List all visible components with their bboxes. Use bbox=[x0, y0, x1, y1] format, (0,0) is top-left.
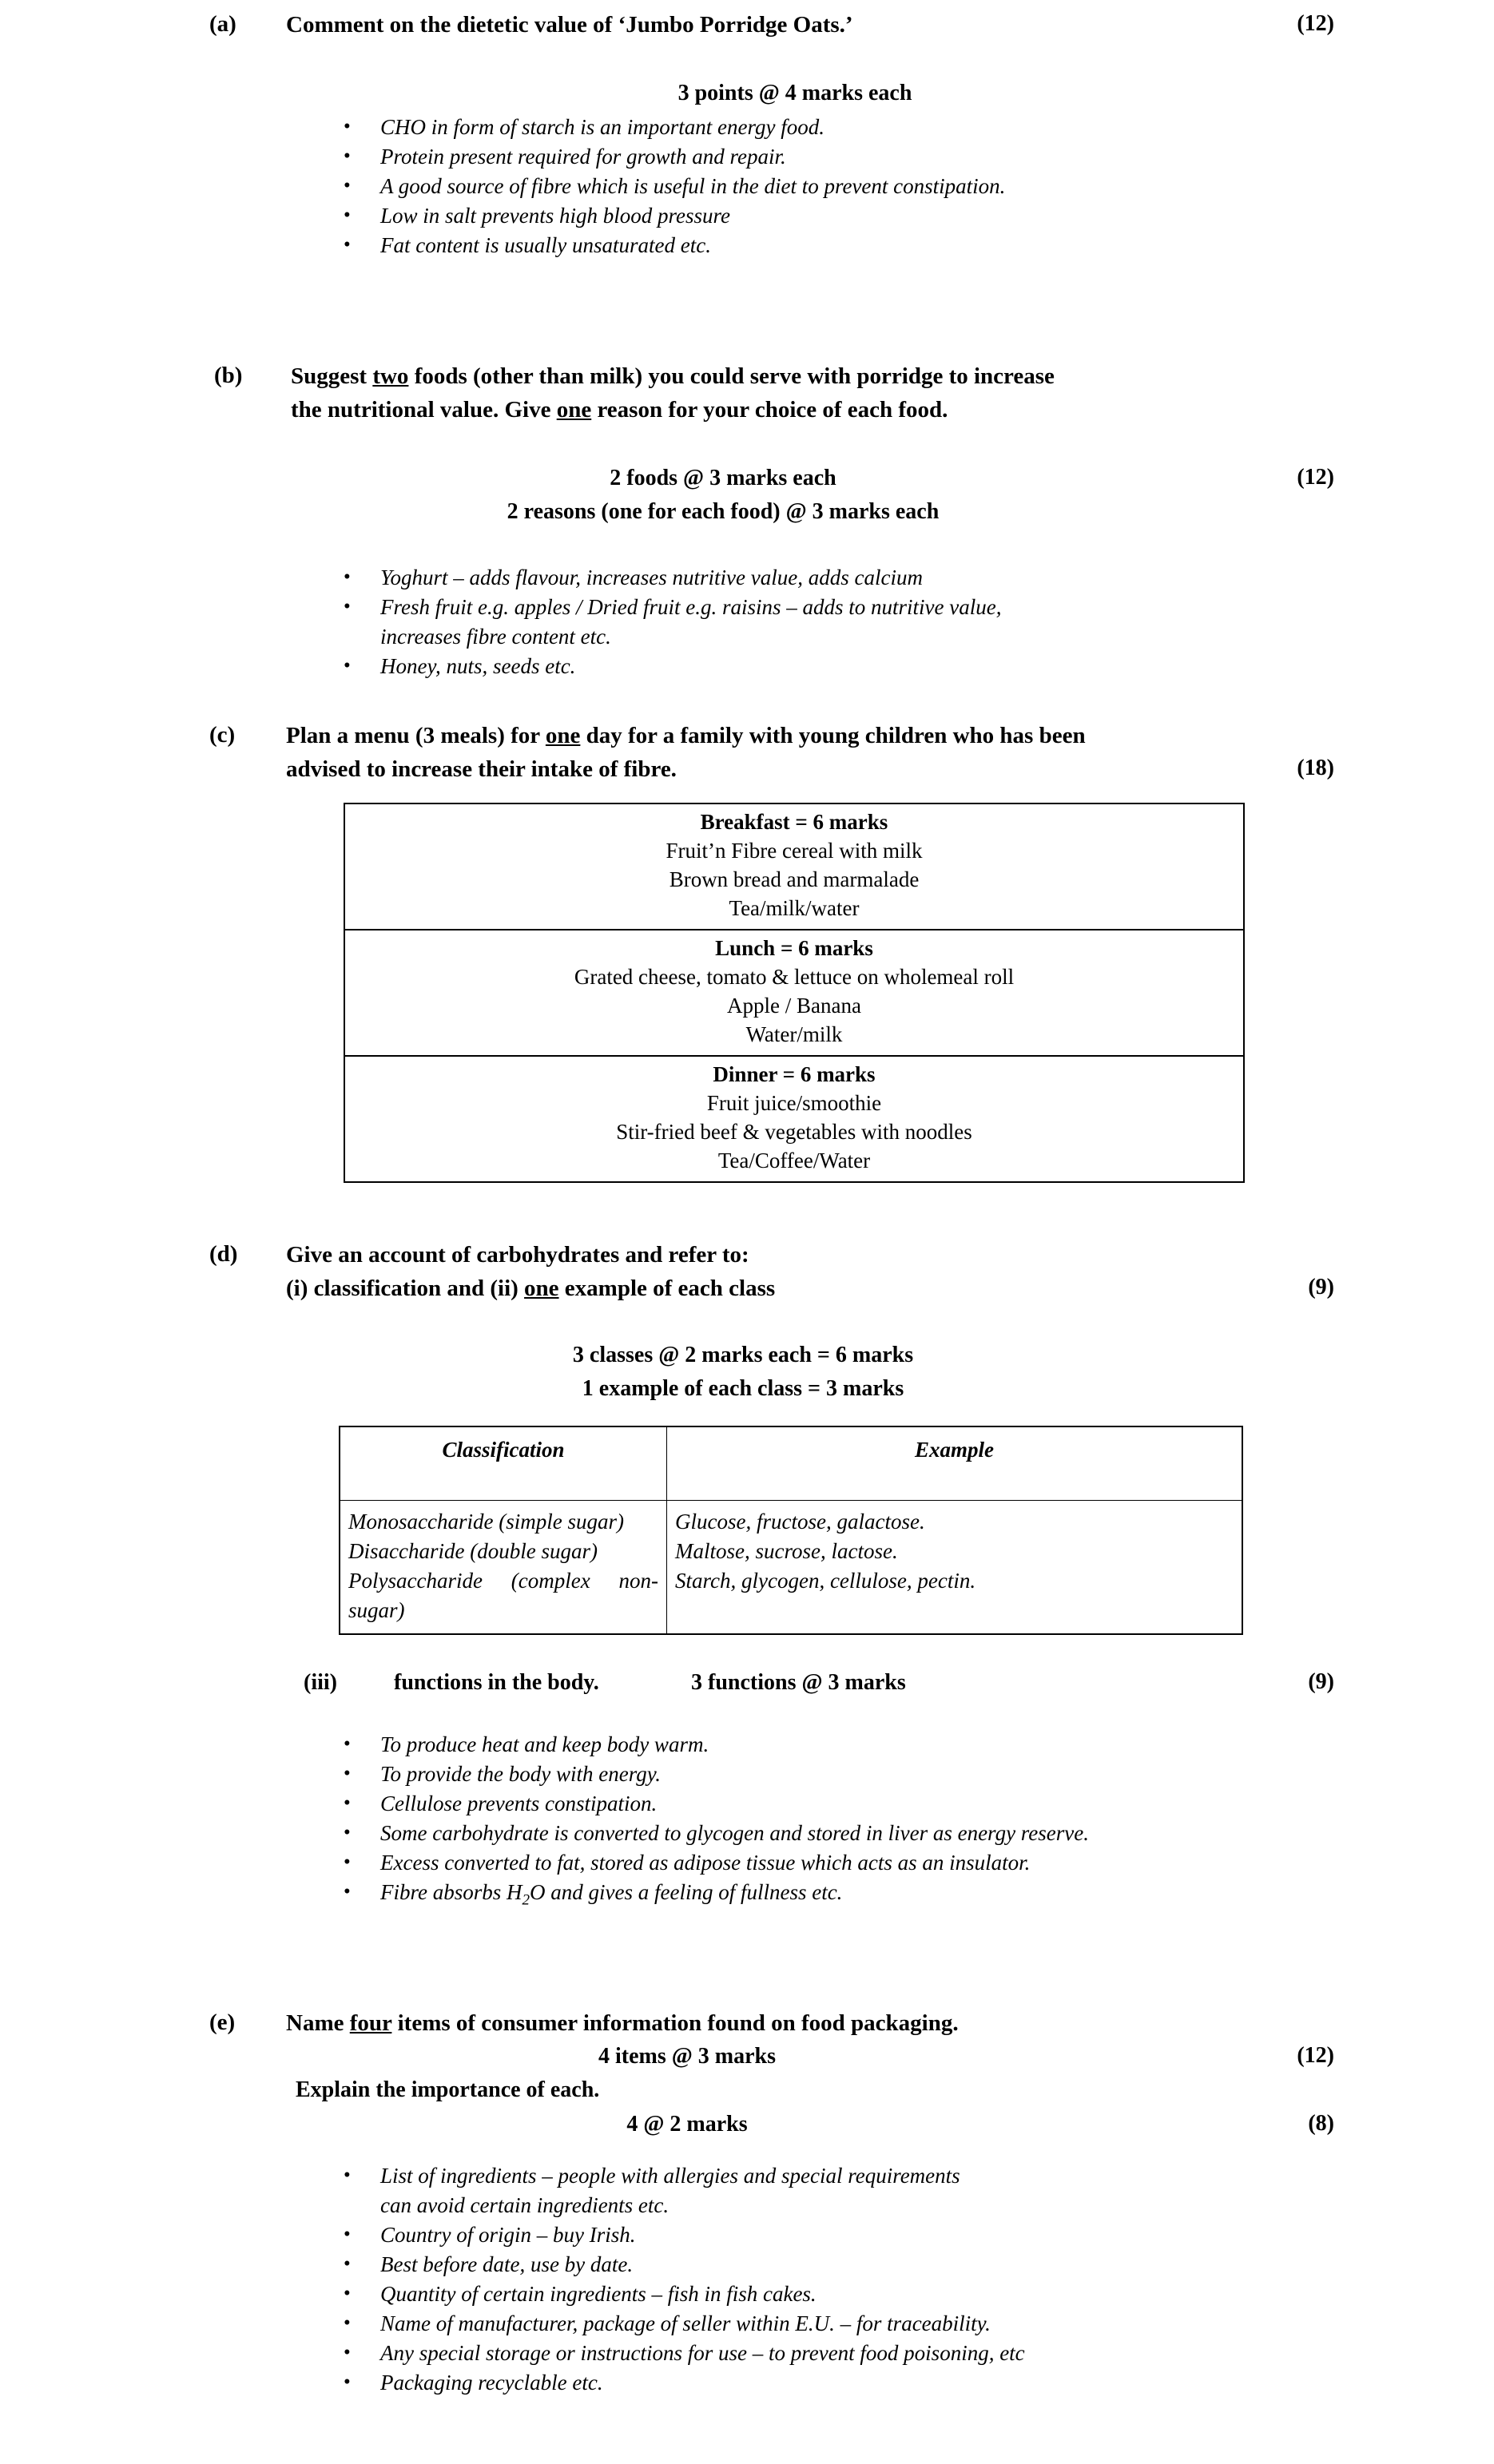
question-b-scheme-line1: 2 foods @ 3 marks each bbox=[610, 466, 836, 490]
column-header-classification: Classification bbox=[340, 1426, 667, 1501]
question-e-scheme-line2: 4 @ 2 marks bbox=[626, 2112, 748, 2137]
menu-cell-breakfast bbox=[344, 803, 1244, 930]
list-item-continuation: can avoid certain ingredients etc. bbox=[380, 2193, 670, 2217]
example-row-3: Starch, glycogen, cellulose, pectin. bbox=[675, 1569, 976, 1593]
question-e-marks-1: (12) bbox=[1297, 2043, 1334, 2068]
question-d-line1: Give an account of carbohydrates and refer to: bbox=[286, 1242, 749, 1268]
list-item: • Any special storage or instructions for use – to prevent food poisoning, etc bbox=[339, 2339, 1401, 2368]
meal-line: Fruit juice/smoothie bbox=[706, 1091, 882, 1115]
list-item: • CHO in form of starch is an important energy food. bbox=[339, 113, 1377, 142]
list-item-continuation: increases fibre content etc. bbox=[380, 625, 611, 649]
question-b-label: (b) bbox=[214, 363, 243, 388]
question-c-marks: (18) bbox=[1297, 756, 1334, 780]
question-c-label: (c) bbox=[209, 722, 236, 748]
menu-cell-lunch bbox=[344, 930, 1244, 1056]
question-d-line2: (i) classification and (ii) one example of each class bbox=[286, 1276, 776, 1301]
question-d-heading bbox=[209, 1238, 1272, 1305]
question-b-heading bbox=[214, 359, 1269, 427]
example-row-2: Maltose, sucrose, lactose. bbox=[675, 1539, 898, 1563]
question-a-text: Comment on the dietetic value of ‘Jumbo Porridge Oats.’ bbox=[286, 12, 853, 38]
list-item: • Packaging recyclable etc. bbox=[339, 2368, 1401, 2398]
question-e-scheme-line1: 4 items @ 3 marks bbox=[598, 2044, 777, 2069]
question-iii-scheme: 3 functions @ 3 marks bbox=[691, 1670, 906, 1695]
question-d-scheme-line2: 1 example of each class = 3 marks bbox=[582, 1376, 904, 1401]
list-item: • To produce heat and keep body warm. bbox=[339, 1730, 1401, 1760]
list-item: • Protein present required for growth and repair. bbox=[339, 142, 1377, 172]
meal-title: Lunch = 6 marks bbox=[715, 936, 873, 960]
list-item: • Yoghurt – adds flavour, increases nutritive value, adds calcium bbox=[339, 563, 1377, 593]
question-e-line2: Explain the importance of each. bbox=[296, 2077, 600, 2102]
table-row bbox=[344, 803, 1244, 930]
classification-row-1: Monosaccharide (simple sugar) bbox=[348, 1510, 624, 1534]
meal-line: Fruit’n Fibre cereal with milk bbox=[666, 839, 923, 863]
menu-plan-table bbox=[344, 803, 1245, 1183]
question-c-text bbox=[286, 719, 1086, 786]
meal-line: Tea/Coffee/Water bbox=[717, 1149, 871, 1172]
list-item: • Some carbohydrate is converted to glycogen and stored in liver as energy reserve. bbox=[339, 1819, 1401, 1848]
carbohydrate-classification-table bbox=[339, 1426, 1243, 1635]
question-d-text bbox=[286, 1238, 775, 1305]
list-item: • A good source of fibre which is useful in the diet to prevent constipation. bbox=[339, 172, 1377, 201]
question-iii-text: functions in the body. bbox=[394, 1670, 599, 1695]
table-row bbox=[340, 1501, 1242, 1635]
meal-title: Breakfast = 6 marks bbox=[700, 810, 888, 834]
classification-row-2: Disaccharide (double sugar) bbox=[348, 1539, 598, 1563]
list-item: • Excess converted to fat, stored as adipose tissue which acts as an insulator. bbox=[339, 1848, 1401, 1878]
list-item: • List of ingredients – people with allergies and special requirements bbox=[339, 2161, 1401, 2191]
meal-line: Water/milk bbox=[745, 1022, 843, 1046]
classification-row-3: Polysaccharide (complex non-sugar) bbox=[348, 1569, 658, 1622]
question-c-line2: advised to increase their intake of fibre. bbox=[286, 756, 677, 782]
question-e-marks-2: (8) bbox=[1308, 2111, 1334, 2136]
question-e-bullets bbox=[339, 2161, 1401, 2398]
meal-line: Apple / Banana bbox=[727, 994, 861, 1018]
menu-cell-dinner bbox=[344, 1056, 1244, 1182]
question-iii-label: (iii) bbox=[304, 1670, 337, 1695]
list-item: • Fat content is usually unsaturated etc. bbox=[339, 231, 1377, 260]
question-d-label: (d) bbox=[209, 1241, 238, 1267]
list-item: • Fresh fruit e.g. apples / Dried fruit e.g. raisins – adds to nutritive value, bbox=[339, 593, 1377, 622]
list-item-h2o: • Fibre absorbs $H_2O$ and gives a feeling of fullness etc. bbox=[339, 1878, 1401, 1907]
question-b-line1: Suggest two foods (other than milk) you could serve with porridge to increase bbox=[291, 363, 1055, 389]
question-c-heading bbox=[209, 719, 1272, 786]
question-a-label: (a) bbox=[209, 11, 236, 37]
list-item: • Name of manufacturer, package of seller within E.U. – for traceability. bbox=[339, 2309, 1401, 2339]
classification-cell bbox=[340, 1501, 667, 1635]
list-item: • Honey, nuts, seeds etc. bbox=[339, 652, 1377, 681]
question-c-line1: Plan a menu (3 meals) for one day for a family with young children who has been bbox=[286, 723, 1086, 748]
question-b-scheme-line2: 2 reasons (one for each food) @ 3 marks each bbox=[507, 499, 940, 524]
list-item: • Best before date, use by date. bbox=[339, 2250, 1401, 2279]
example-cell bbox=[667, 1501, 1243, 1635]
question-b-marks: (12) bbox=[1297, 465, 1334, 490]
question-e-heading bbox=[209, 2006, 1272, 2040]
table-row bbox=[344, 930, 1244, 1056]
question-a-bullets bbox=[339, 113, 1377, 260]
list-item: • Low in salt prevents high blood pressure bbox=[339, 201, 1377, 231]
subscript-two: 2 bbox=[522, 1891, 530, 1909]
meal-line: Stir-fried beef & vegetables with noodles bbox=[616, 1120, 972, 1144]
list-item: • To provide the body with energy. bbox=[339, 1760, 1401, 1789]
meal-title: Dinner = 6 marks bbox=[713, 1062, 876, 1086]
question-e-line1: Name four items of consumer information found on food packaging. bbox=[286, 2010, 959, 2036]
example-row-1: Glucose, fructose, galactose. bbox=[675, 1510, 925, 1534]
question-e-label: (e) bbox=[209, 2010, 236, 2035]
list-item: • Quantity of certain ingredients – fish in fish cakes. bbox=[339, 2279, 1401, 2309]
meal-line: Brown bread and marmalade bbox=[669, 867, 920, 891]
question-iii-bullets bbox=[339, 1730, 1401, 1907]
question-a-marks: (12) bbox=[1297, 11, 1334, 36]
question-d-marks: (9) bbox=[1308, 1275, 1334, 1299]
meal-line: Grated cheese, tomato & lettuce on wholemeal roll bbox=[574, 965, 1015, 989]
question-b-line2: the nutritional value. Give one reason for your choice of each food. bbox=[291, 397, 948, 423]
question-d-scheme-line1: 3 classes @ 2 marks each = 6 marks bbox=[572, 1343, 914, 1367]
table-header-row bbox=[340, 1426, 1242, 1501]
column-header-example: Example bbox=[667, 1426, 1243, 1501]
question-b-bullets bbox=[339, 563, 1377, 681]
list-item: • Country of origin – buy Irish. bbox=[339, 2220, 1401, 2250]
meal-line: Tea/milk/water bbox=[729, 896, 860, 920]
question-a-scheme: 3 points @ 4 marks each bbox=[677, 81, 912, 105]
table-row bbox=[344, 1056, 1244, 1182]
question-a-heading bbox=[209, 8, 1248, 42]
question-b-text bbox=[291, 359, 1055, 427]
question-iii-marks: (9) bbox=[1308, 1669, 1334, 1694]
list-item: • Cellulose prevents constipation. bbox=[339, 1789, 1401, 1819]
